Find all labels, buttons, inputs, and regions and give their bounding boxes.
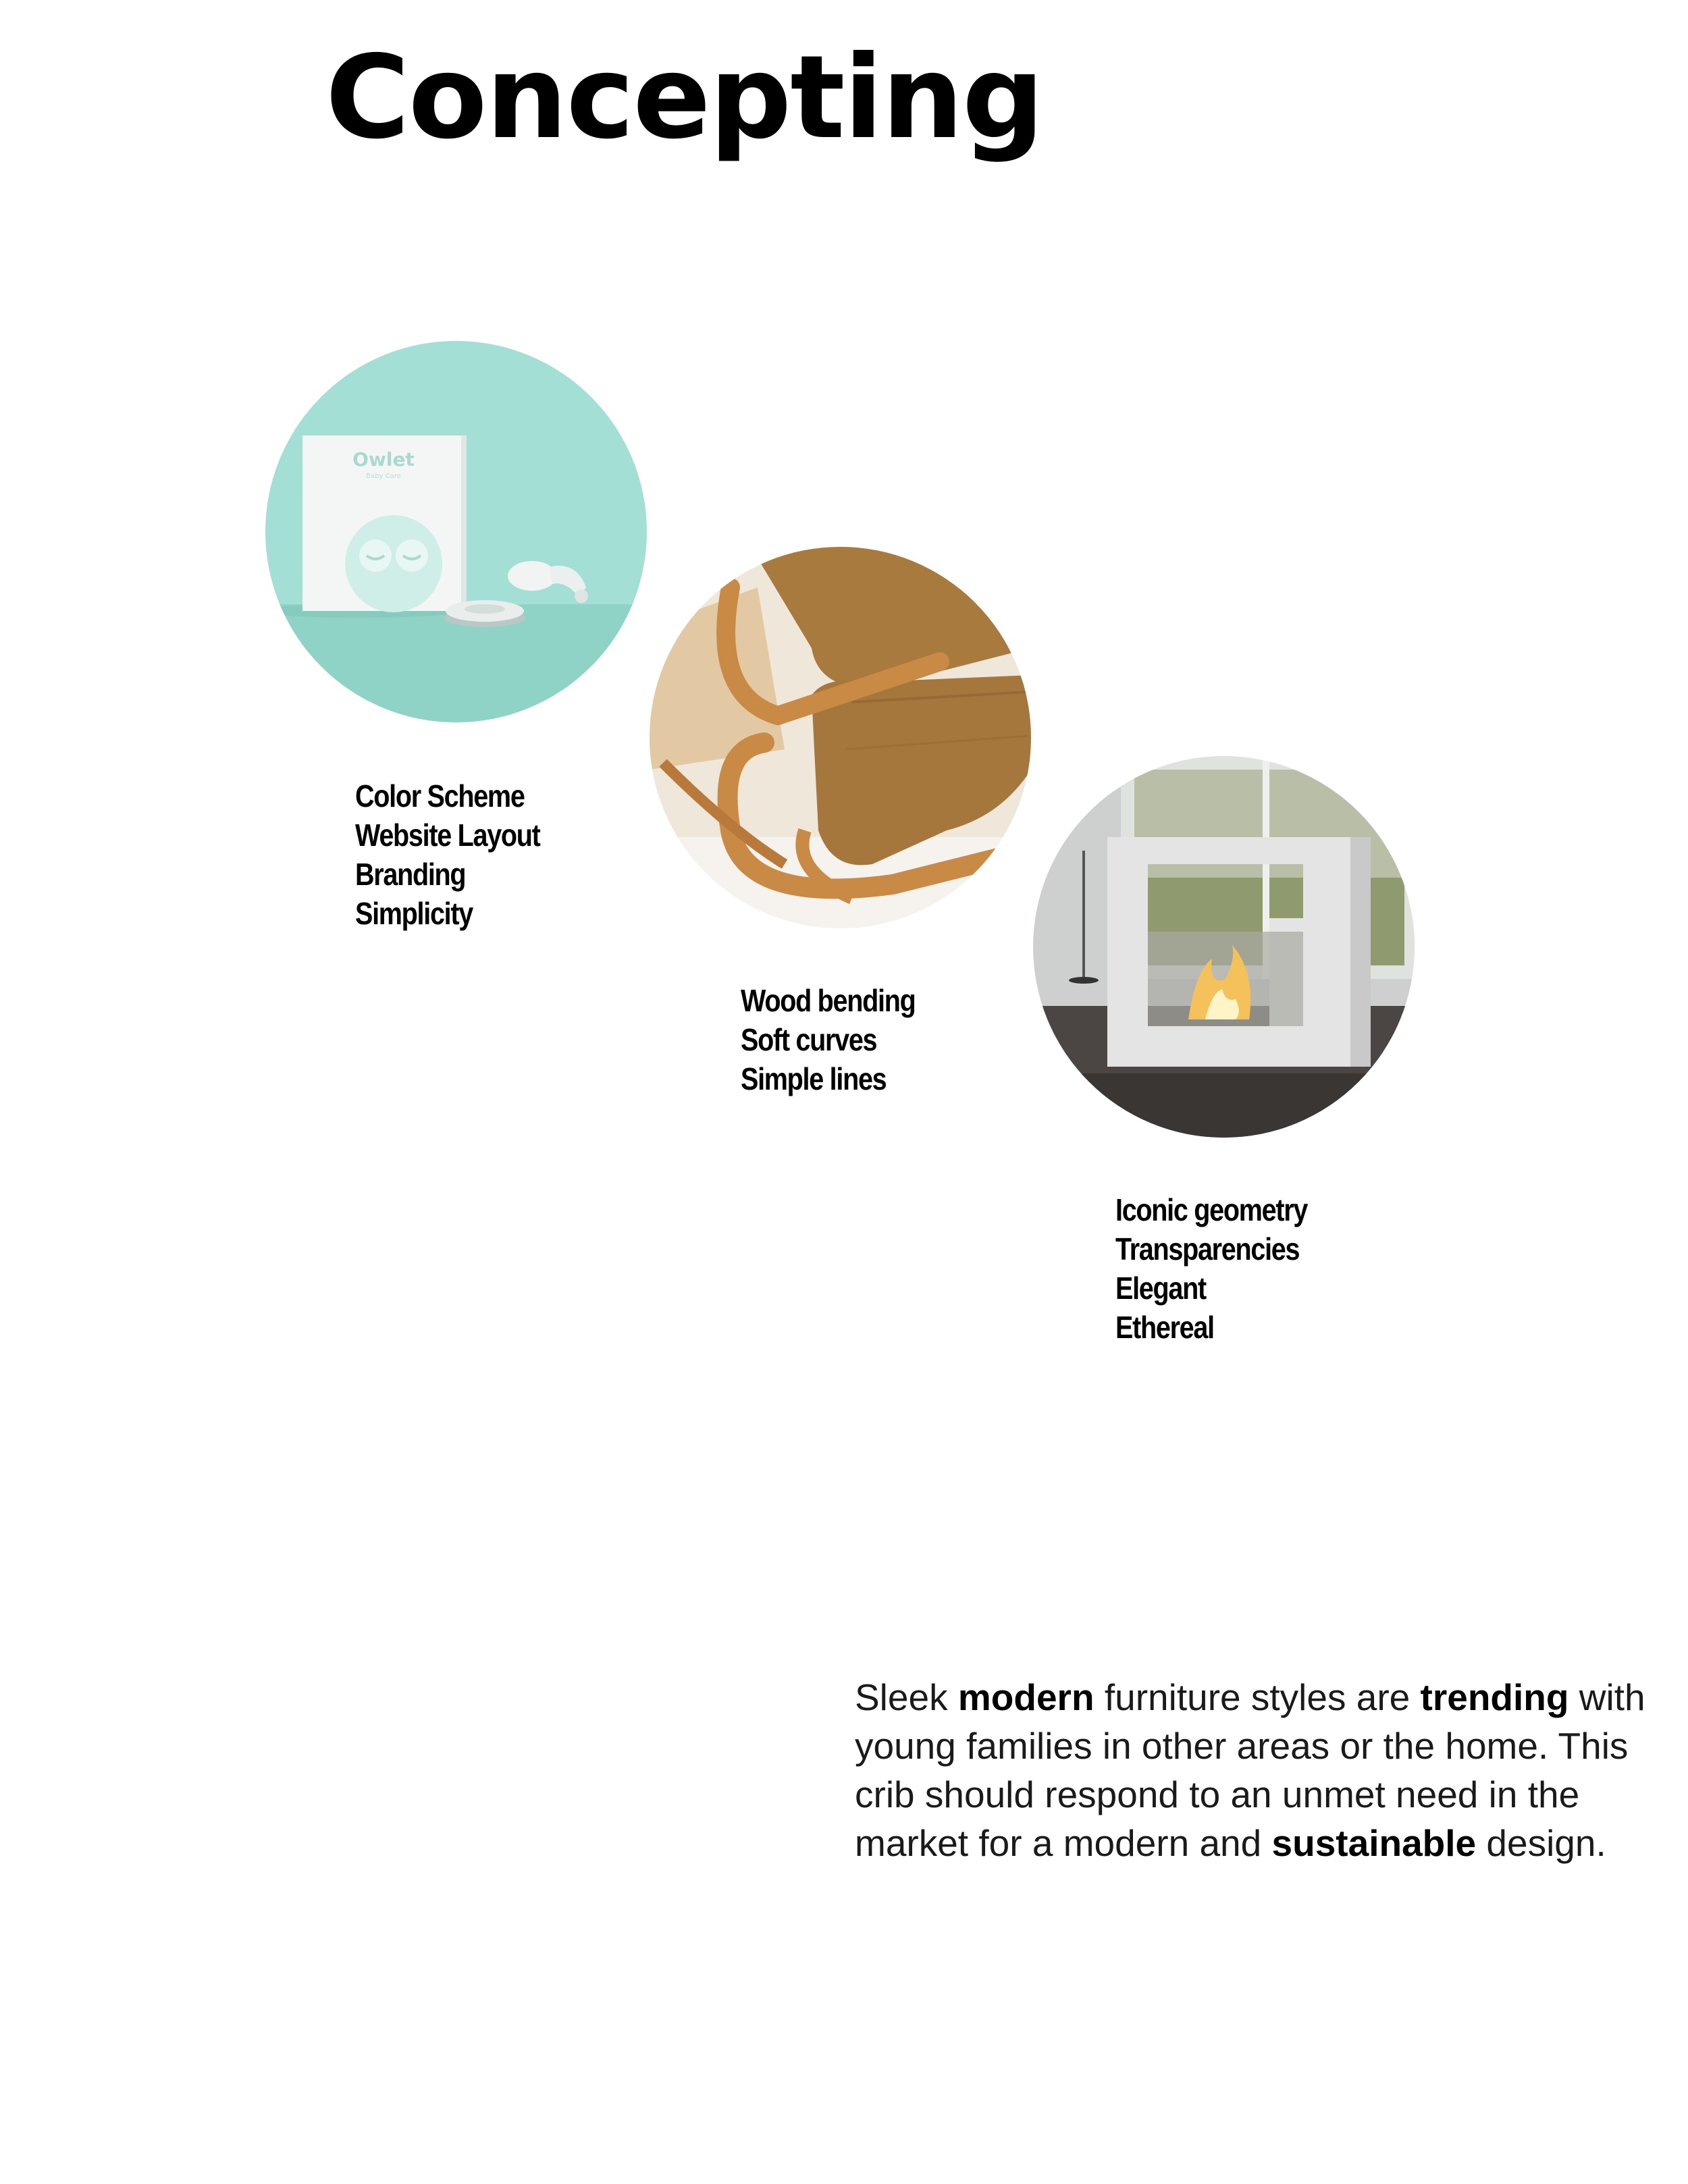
keyword-item: Branding — [355, 857, 466, 892]
bentwood-chair-image — [650, 547, 1031, 928]
statement-text: Sleek — [855, 1676, 958, 1718]
keyword-item: Iconic geometry — [1115, 1192, 1308, 1227]
keyword-list-owlet — [355, 776, 540, 933]
owlet-product-illustration — [265, 341, 647, 722]
statement-text: design. — [1476, 1822, 1606, 1864]
box-subtitle: Baby Care — [366, 473, 401, 480]
keyword-item: Simplicity — [355, 896, 473, 931]
statement-emphasis-trending: trending — [1420, 1676, 1569, 1718]
owlet-product-image — [265, 341, 647, 722]
statement-emphasis-modern: modern — [957, 1676, 1094, 1718]
keyword-list-fireplace — [1115, 1190, 1307, 1347]
box-brand: Owlet — [352, 448, 415, 471]
statement-text: with young families in other areas or the home. This crib should respond to an unmet need in the market for a modern and — [855, 1676, 1645, 1864]
keyword-item: Website Layout — [355, 818, 540, 853]
fireplace-illustration — [1033, 756, 1415, 1138]
keyword-item: Wood bending — [741, 983, 916, 1018]
design-statement — [855, 1673, 1665, 1867]
statement-text: furniture styles are — [1094, 1676, 1421, 1718]
fireplace-image — [1033, 756, 1415, 1138]
keyword-item: Color Scheme — [355, 778, 525, 814]
keyword-item: Simple lines — [741, 1061, 887, 1096]
statement-emphasis-sustainable: sustainable — [1271, 1822, 1477, 1864]
keyword-list-chair — [741, 981, 915, 1098]
keyword-item: Soft curves — [741, 1022, 877, 1057]
chair-illustration — [650, 547, 1031, 928]
keyword-item: Elegant — [1115, 1271, 1206, 1306]
keyword-item: Ethereal — [1115, 1310, 1214, 1345]
keyword-item: Transparencies — [1115, 1231, 1300, 1267]
page-title: Concepting — [325, 31, 1043, 165]
